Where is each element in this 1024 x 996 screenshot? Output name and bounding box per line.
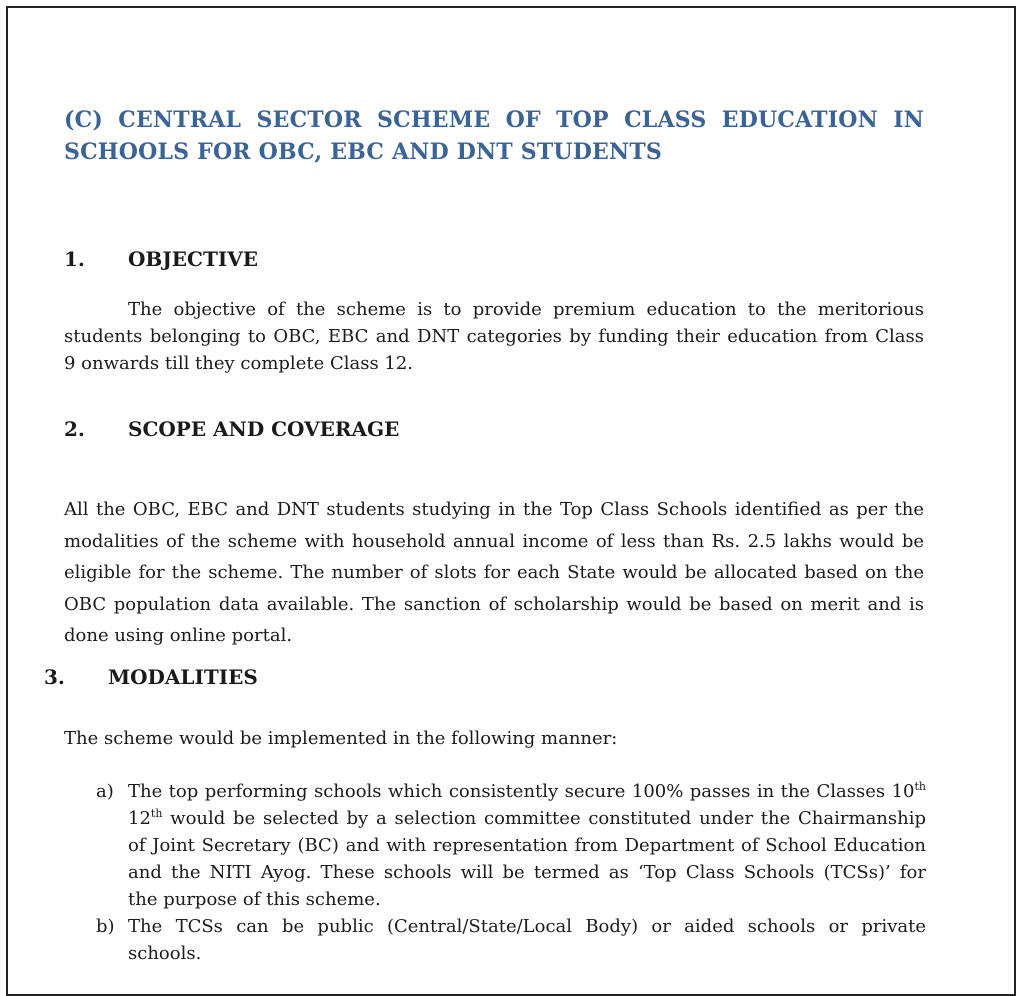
paragraph-line: modalities of the scheme with household annual income of less than Rs. 2.5 lakhs would be bbox=[64, 530, 924, 552]
superscript: th bbox=[150, 807, 163, 820]
document-page bbox=[6, 6, 1016, 996]
list-item-line: The TCSs can be public (Central/State/Local Body) or aided schools or private bbox=[128, 916, 926, 937]
section-title: SCOPE AND COVERAGE bbox=[128, 417, 400, 441]
paragraph-line: The objective of the scheme is to provide premium education to the meritorious bbox=[128, 299, 924, 320]
paragraph-line: eligible for the scheme. The number of slots for each State would be allocated based on the bbox=[64, 562, 924, 583]
title-line-1: (C) CENTRAL SECTOR SCHEME OF TOP CLASS EDUCATION IN bbox=[64, 107, 924, 133]
list-item-line: the purpose of this scheme. bbox=[128, 889, 381, 910]
document-title bbox=[64, 104, 924, 168]
scope-paragraph bbox=[64, 494, 924, 652]
list-item-text: The top performing schools which consistently secure 100% passes in the Classes 10 bbox=[128, 781, 915, 802]
section-number: 3. bbox=[44, 665, 65, 689]
modalities-intro: The scheme would be implemented in the following manner: bbox=[64, 728, 618, 749]
list-item bbox=[96, 913, 926, 967]
section-heading-objective bbox=[64, 246, 258, 272]
list-item-line: schools. bbox=[128, 943, 202, 964]
section-title: MODALITIES bbox=[108, 665, 258, 689]
section-number: 1. bbox=[64, 247, 85, 271]
paragraph-line: OBC population data available. The sanction of scholarship would be based on merit and is bbox=[64, 593, 924, 615]
section-heading-modalities bbox=[44, 664, 258, 690]
section-heading-scope bbox=[64, 416, 399, 442]
paragraph-line: 9 onwards till they complete Class 12. bbox=[64, 353, 414, 374]
superscript: th bbox=[914, 780, 926, 793]
list-item-text: 12 bbox=[128, 808, 151, 829]
section-number: 2. bbox=[64, 417, 85, 441]
list-item-line bbox=[128, 805, 926, 832]
list-item-line bbox=[128, 778, 926, 805]
paragraph-line: students belonging to OBC, EBC and DNT categories by funding their education from Class bbox=[64, 326, 924, 347]
list-item-line: and the NITI Ayog. These schools will be termed as ‘Top Class Schools (TCSs)’ for bbox=[128, 862, 926, 883]
list-item-line: of Joint Secretary (BC) and with representation from Department of School Education bbox=[128, 835, 926, 856]
list-item bbox=[96, 778, 926, 913]
list-marker: a) bbox=[96, 781, 114, 802]
paragraph-line: All the OBC, EBC and DNT students studying in the Top Class Schools identified as per the bbox=[64, 499, 924, 520]
list-marker: b) bbox=[96, 916, 115, 937]
paragraph-line: done using online portal. bbox=[64, 625, 293, 646]
objective-paragraph bbox=[64, 296, 924, 377]
title-line-2: SCHOOLS FOR OBC, EBC AND DNT STUDENTS bbox=[64, 139, 662, 165]
section-title: OBJECTIVE bbox=[128, 247, 258, 271]
list-item-text: would be selected by a selection committee constituted under the Chairmanship bbox=[162, 808, 926, 829]
modalities-list bbox=[96, 778, 926, 967]
